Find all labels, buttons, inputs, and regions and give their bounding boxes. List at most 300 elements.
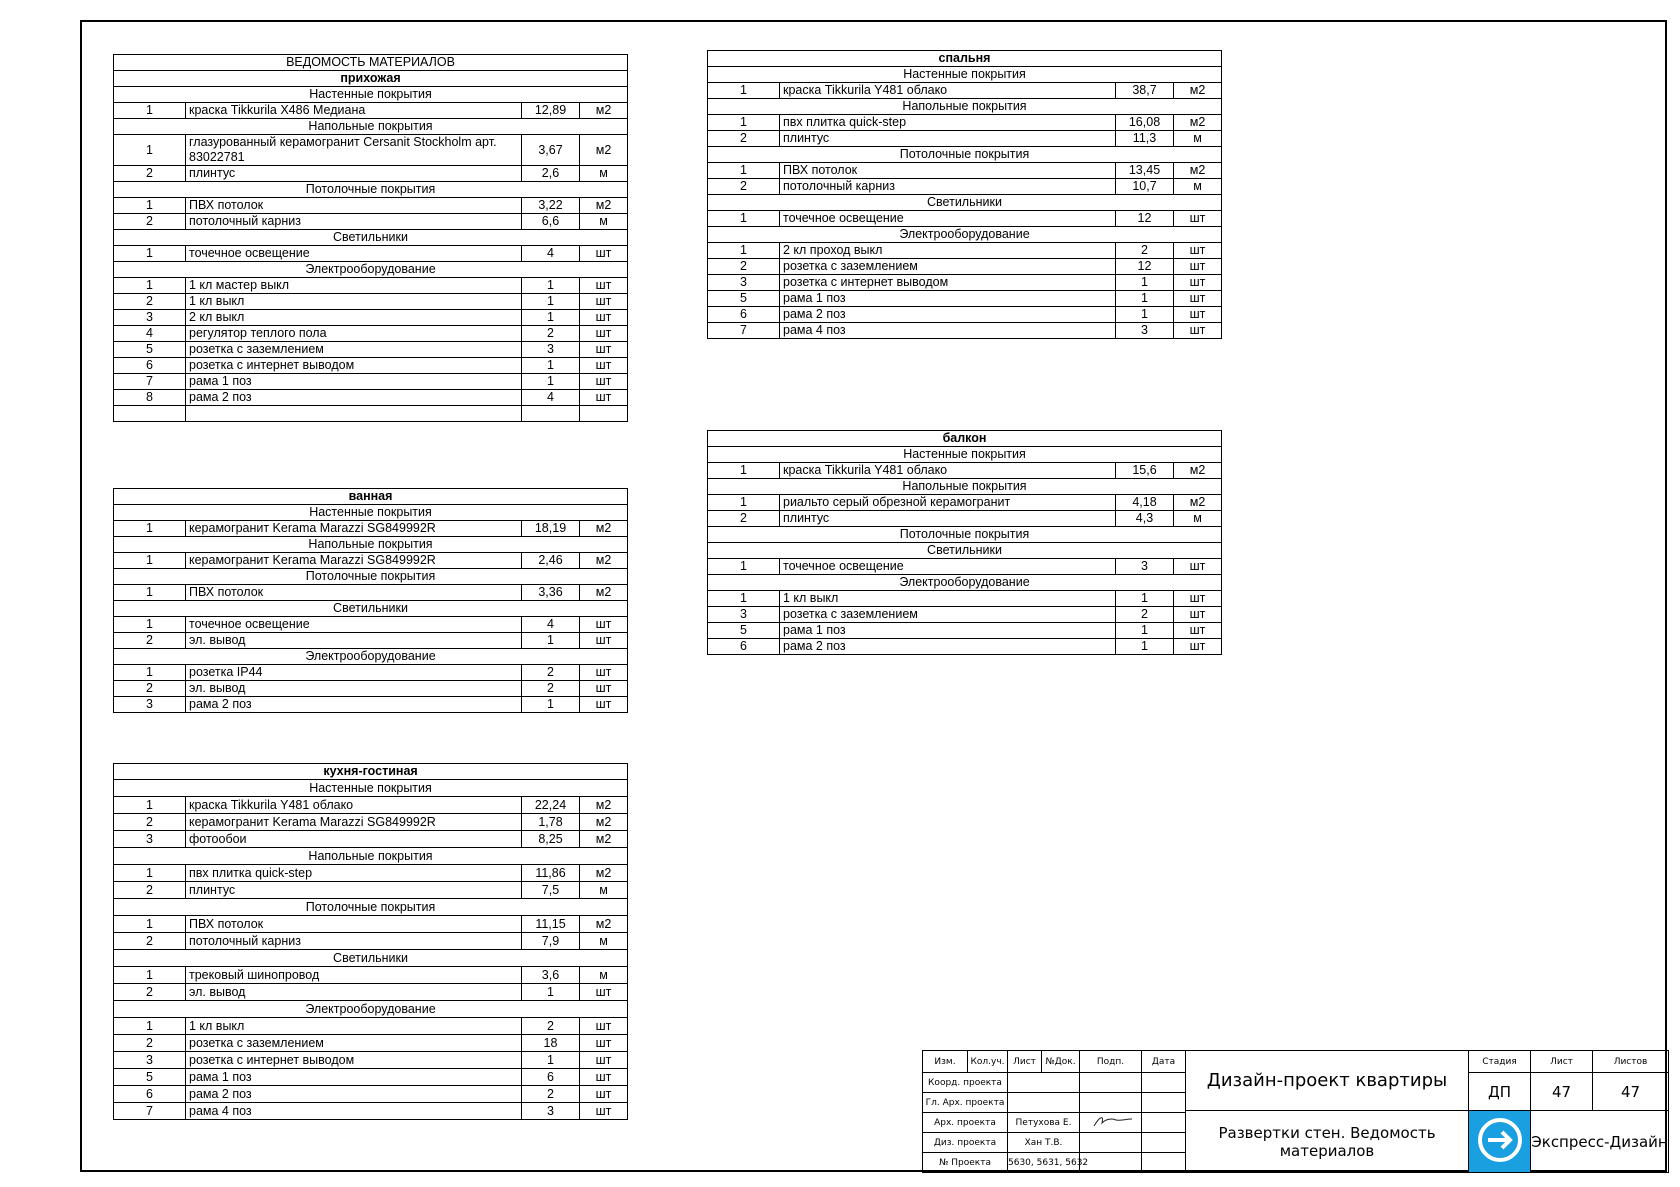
quantity: 8,25 <box>522 831 580 848</box>
table-row <box>114 967 628 984</box>
quantity: 12 <box>1116 259 1174 275</box>
unit: шт <box>580 374 628 390</box>
quantity: 1 <box>522 697 580 713</box>
material-name: рама 2 поз <box>186 697 522 713</box>
table-row <box>114 916 628 933</box>
unit: шт <box>1174 607 1222 623</box>
table-row <box>114 633 628 649</box>
row-number: 5 <box>708 291 780 307</box>
row-number: 5 <box>114 342 186 358</box>
unit: шт <box>1174 591 1222 607</box>
stamp-h-koluch: Кол.уч. <box>968 1051 1008 1073</box>
signature <box>1080 1113 1142 1133</box>
quantity: 11,86 <box>522 865 580 882</box>
material-name: ПВХ потолок <box>186 585 522 601</box>
table-row <box>114 374 628 390</box>
row-number: 7 <box>708 323 780 339</box>
material-name: керамогранит Kerama Marazzi SG849992R <box>186 553 522 569</box>
section-header: Напольные покрытия <box>114 537 628 553</box>
title-block <box>922 1050 1668 1172</box>
row-number: 3 <box>114 697 186 713</box>
table-row <box>708 115 1222 131</box>
material-name: ПВХ потолок <box>780 163 1116 179</box>
unit: шт <box>580 310 628 326</box>
quantity: 3 <box>1116 559 1174 575</box>
stamp-gl-arh: Гл. Арх. проекта <box>923 1093 1008 1113</box>
section-header: Напольные покрытия <box>114 848 628 865</box>
quantity: 1 <box>1116 639 1174 655</box>
unit: м <box>1174 179 1222 195</box>
material-name: розетка с интернет выводом <box>186 1052 522 1069</box>
row-number: 6 <box>114 1086 186 1103</box>
unit: шт <box>580 1069 628 1086</box>
table-balkon <box>707 430 1222 655</box>
table-row <box>708 607 1222 623</box>
quantity: 1 <box>522 294 580 310</box>
section-header: Настенные покрытия <box>114 780 628 797</box>
row-number: 3 <box>708 607 780 623</box>
row-number: 1 <box>708 495 780 511</box>
unit: шт <box>1174 323 1222 339</box>
quantity: 4 <box>522 390 580 406</box>
row-number: 1 <box>114 967 186 984</box>
quantity: 1 <box>1116 291 1174 307</box>
unit: шт <box>580 246 628 262</box>
quantity: 3,67 <box>522 135 580 166</box>
table-row <box>114 326 628 342</box>
material-name: рама 1 поз <box>186 374 522 390</box>
table-row <box>708 211 1222 227</box>
table-row <box>114 246 628 262</box>
unit: м2 <box>580 797 628 814</box>
table-row <box>114 294 628 310</box>
unit: шт <box>1174 243 1222 259</box>
quantity: 2 <box>1116 607 1174 623</box>
quantity: 1 <box>522 1052 580 1069</box>
row-number: 4 <box>114 326 186 342</box>
table-row <box>708 623 1222 639</box>
quantity: 4,18 <box>1116 495 1174 511</box>
section-header: Электрооборудование <box>114 262 628 278</box>
material-name: эл. вывод <box>186 984 522 1001</box>
quantity: 2 <box>1116 243 1174 259</box>
quantity: 3,6 <box>522 967 580 984</box>
material-name: рама 2 поз <box>186 390 522 406</box>
row-number: 1 <box>114 1018 186 1035</box>
row-number: 1 <box>114 865 186 882</box>
quantity: 1,78 <box>522 814 580 831</box>
table-kuhnya <box>113 763 628 1120</box>
row-number: 6 <box>708 307 780 323</box>
unit: шт <box>1174 307 1222 323</box>
row-number: 1 <box>708 243 780 259</box>
material-name: рама 4 поз <box>780 323 1116 339</box>
row-number: 8 <box>114 390 186 406</box>
unit: шт <box>1174 559 1222 575</box>
material-name: рама 4 поз <box>186 1103 522 1120</box>
quantity: 2,46 <box>522 553 580 569</box>
unit: шт <box>580 390 628 406</box>
row-number: 1 <box>708 559 780 575</box>
unit: м2 <box>580 831 628 848</box>
material-name: керамогранит Kerama Marazzi SG849992R <box>186 814 522 831</box>
table-row <box>114 135 628 166</box>
unit: шт <box>1174 623 1222 639</box>
stamp-diz: Диз. проекта <box>923 1133 1008 1153</box>
section-header: Светильники <box>114 230 628 246</box>
table-spalnya <box>707 50 1222 339</box>
row-number: 7 <box>114 374 186 390</box>
material-name: 1 кл выкл <box>780 591 1116 607</box>
unit: м2 <box>580 103 628 119</box>
table-row <box>708 163 1222 179</box>
row-number: 2 <box>114 214 186 230</box>
quantity: 18 <box>522 1035 580 1052</box>
table-row <box>114 390 628 406</box>
quantity: 1 <box>522 278 580 294</box>
row-number: 5 <box>708 623 780 639</box>
unit: м2 <box>580 198 628 214</box>
unit: шт <box>580 1052 628 1069</box>
row-number: 1 <box>708 591 780 607</box>
quantity: 1 <box>522 374 580 390</box>
quantity: 11,15 <box>522 916 580 933</box>
quantity: 2 <box>522 681 580 697</box>
quantity: 2 <box>522 1018 580 1035</box>
unit: м2 <box>580 553 628 569</box>
material-name: рама 1 поз <box>780 291 1116 307</box>
row-number: 2 <box>114 1035 186 1052</box>
unit: м <box>580 967 628 984</box>
material-name: фотообои <box>186 831 522 848</box>
material-name: пвх плитка quick-step <box>780 115 1116 131</box>
row-number: 1 <box>114 797 186 814</box>
quantity: 1 <box>1116 307 1174 323</box>
row-number: 2 <box>114 984 186 1001</box>
section-header: Электрооборудование <box>114 1001 628 1018</box>
unit: м2 <box>1174 163 1222 179</box>
stamp-h-sheets: Листов <box>1593 1051 1669 1073</box>
room-title: кухня-гостиная <box>114 764 628 780</box>
sheet-value: 47 <box>1531 1073 1593 1111</box>
section-header: Потолочные покрытия <box>114 569 628 585</box>
unit: шт <box>580 1035 628 1052</box>
material-name: розетка с заземлением <box>780 607 1116 623</box>
row-number: 7 <box>114 1103 186 1120</box>
quantity: 11,3 <box>1116 131 1174 147</box>
quantity: 4 <box>522 617 580 633</box>
row-number: 2 <box>708 131 780 147</box>
row-number: 1 <box>114 103 186 119</box>
material-name: точечное освещение <box>186 617 522 633</box>
material-name: рама 1 поз <box>780 623 1116 639</box>
quantity: 12,89 <box>522 103 580 119</box>
table-row <box>114 984 628 1001</box>
section-header: Напольные покрытия <box>114 119 628 135</box>
table-row <box>114 1069 628 1086</box>
company-name: Экспресс-Дизайн <box>1531 1111 1669 1173</box>
material-name: рама 2 поз <box>186 1086 522 1103</box>
table-row <box>708 307 1222 323</box>
table-row <box>114 665 628 681</box>
unit: шт <box>580 1103 628 1120</box>
unit: м2 <box>1174 115 1222 131</box>
table-row <box>114 553 628 569</box>
table-row <box>708 639 1222 655</box>
quantity: 6,6 <box>522 214 580 230</box>
sheets-value: 47 <box>1593 1073 1669 1111</box>
row-number: 1 <box>114 246 186 262</box>
stamp-h-data: Дата <box>1142 1051 1186 1073</box>
unit: м2 <box>580 135 628 166</box>
material-name: потолочный карниз <box>186 214 522 230</box>
material-name: краска Tikkurila Y481 облако <box>780 463 1116 479</box>
sheet-name: Развертки стен. Ведомость материалов <box>1186 1111 1469 1173</box>
material-name: плинтус <box>780 511 1116 527</box>
unit: м2 <box>580 916 628 933</box>
quantity: 1 <box>522 633 580 649</box>
table-row <box>708 243 1222 259</box>
table-row <box>114 521 628 537</box>
material-name: плинтус <box>186 166 522 182</box>
unit: м2 <box>580 585 628 601</box>
unit: м <box>580 933 628 950</box>
stamp-h-list: Лист <box>1008 1051 1042 1073</box>
table-row <box>114 1103 628 1120</box>
material-name: регулятор теплого пола <box>186 326 522 342</box>
row-number: 2 <box>708 179 780 195</box>
unit: шт <box>580 1018 628 1035</box>
stamp-diz-name: Хан Т.В. <box>1008 1133 1080 1153</box>
unit: шт <box>580 633 628 649</box>
table-row <box>114 166 628 182</box>
material-name: точечное освещение <box>186 246 522 262</box>
row-number: 1 <box>708 83 780 99</box>
table-row <box>114 214 628 230</box>
section-header: Светильники <box>114 950 628 967</box>
sheet-title: ВЕДОМОСТЬ МАТЕРИАЛОВ <box>114 55 628 71</box>
material-name: эл. вывод <box>186 633 522 649</box>
table-row <box>114 198 628 214</box>
table-row <box>114 310 628 326</box>
material-name: керамогранит Kerama Marazzi SG849992R <box>186 521 522 537</box>
table-row <box>708 495 1222 511</box>
section-header: Потолочные покрытия <box>114 182 628 198</box>
row-number: 1 <box>114 585 186 601</box>
row-number: 3 <box>114 831 186 848</box>
quantity: 2 <box>522 1086 580 1103</box>
unit: м2 <box>580 865 628 882</box>
section-header: Настенные покрытия <box>708 67 1222 83</box>
quantity: 6 <box>522 1069 580 1086</box>
row-number: 1 <box>114 521 186 537</box>
table-row <box>114 278 628 294</box>
unit: м2 <box>1174 495 1222 511</box>
row-number: 2 <box>708 259 780 275</box>
material-name: плинтус <box>186 882 522 899</box>
section-header: Настенные покрытия <box>708 447 1222 463</box>
table-row <box>708 275 1222 291</box>
project-title: Дизайн-проект квартиры <box>1186 1051 1469 1111</box>
unit: шт <box>1174 639 1222 655</box>
section-header: Электрооборудование <box>114 649 628 665</box>
row-number: 1 <box>114 916 186 933</box>
section-header: Потолочные покрытия <box>114 899 628 916</box>
quantity: 2 <box>522 326 580 342</box>
material-name: точечное освещение <box>780 211 1116 227</box>
section-header: Потолочные покрытия <box>708 527 1222 543</box>
table-row <box>708 323 1222 339</box>
stamp-h-stage: Стадия <box>1469 1051 1531 1073</box>
stamp-arh-name: Петухова Е. <box>1008 1113 1080 1133</box>
quantity: 1 <box>522 984 580 1001</box>
section-header: Электрооборудование <box>708 575 1222 591</box>
quantity: 2 <box>522 665 580 681</box>
quantity: 15,6 <box>1116 463 1174 479</box>
table-row <box>708 179 1222 195</box>
table-row <box>708 511 1222 527</box>
material-name: 1 кл выкл <box>186 294 522 310</box>
unit: м2 <box>580 521 628 537</box>
row-number: 1 <box>708 463 780 479</box>
room-title: ванная <box>114 489 628 505</box>
section-header: Напольные покрытия <box>708 99 1222 115</box>
table-vannaya <box>113 488 628 713</box>
quantity: 10,7 <box>1116 179 1174 195</box>
unit: м <box>580 214 628 230</box>
section-header: Настенные покрытия <box>114 505 628 521</box>
material-name: пвх плитка quick-step <box>186 865 522 882</box>
quantity: 3,22 <box>522 198 580 214</box>
logo-icon <box>1476 1116 1524 1164</box>
room-title: прихожая <box>114 71 628 87</box>
row-number: 2 <box>114 633 186 649</box>
section-header: Напольные покрытия <box>708 479 1222 495</box>
table-row <box>114 697 628 713</box>
stamp-h-sheet: Лист <box>1531 1051 1593 1073</box>
material-name: эл. вывод <box>186 681 522 697</box>
quantity: 12 <box>1116 211 1174 227</box>
row-number: 2 <box>114 814 186 831</box>
table-row <box>114 831 628 848</box>
row-number: 5 <box>114 1069 186 1086</box>
row-number: 2 <box>708 511 780 527</box>
material-name: 1 кл мастер выкл <box>186 278 522 294</box>
unit: шт <box>580 617 628 633</box>
material-name: 2 кл выкл <box>186 310 522 326</box>
section-header: Светильники <box>708 543 1222 559</box>
section-header: Светильники <box>114 601 628 617</box>
table-row <box>708 463 1222 479</box>
stamp-h-podp: Подп. <box>1080 1051 1142 1073</box>
unit: м2 <box>580 814 628 831</box>
material-name: рама 2 поз <box>780 307 1116 323</box>
unit: шт <box>580 1086 628 1103</box>
material-name: розетка с заземлением <box>780 259 1116 275</box>
material-name: точечное освещение <box>780 559 1116 575</box>
material-name: краска Tikkurila X486 Медиана <box>186 103 522 119</box>
quantity: 38,7 <box>1116 83 1174 99</box>
stamp-nproj: № Проекта <box>923 1153 1008 1173</box>
quantity: 7,5 <box>522 882 580 899</box>
row-number: 1 <box>708 211 780 227</box>
unit: м2 <box>1174 463 1222 479</box>
table-row <box>114 617 628 633</box>
table-row <box>114 797 628 814</box>
unit: шт <box>1174 259 1222 275</box>
table-row <box>114 865 628 882</box>
quantity: 4 <box>522 246 580 262</box>
quantity: 16,08 <box>1116 115 1174 131</box>
material-name: розетка с интернет выводом <box>780 275 1116 291</box>
unit: шт <box>580 342 628 358</box>
stamp-h-ndok: №Док. <box>1042 1051 1080 1073</box>
table-row <box>114 681 628 697</box>
quantity: 2,6 <box>522 166 580 182</box>
unit: м <box>1174 511 1222 527</box>
table-row <box>708 559 1222 575</box>
table-row <box>114 814 628 831</box>
material-name: глазурованный керамогранит Cersanit Stockholm арт. 83022781 <box>186 135 522 166</box>
quantity: 1 <box>1116 623 1174 639</box>
material-name: розетка с заземлением <box>186 1035 522 1052</box>
row-number: 2 <box>114 933 186 950</box>
table-prihozhaya <box>113 54 628 422</box>
material-name: 2 кл проход выкл <box>780 243 1116 259</box>
room-title: балкон <box>708 431 1222 447</box>
unit: шт <box>580 278 628 294</box>
unit: шт <box>580 681 628 697</box>
material-name: рама 1 поз <box>186 1069 522 1086</box>
row-number: 2 <box>114 882 186 899</box>
row-number: 2 <box>114 166 186 182</box>
row-number: 3 <box>114 310 186 326</box>
unit: шт <box>580 294 628 310</box>
material-name: рама 2 поз <box>780 639 1116 655</box>
material-name: потолочный карниз <box>186 933 522 950</box>
row-number: 2 <box>114 294 186 310</box>
unit: шт <box>580 984 628 1001</box>
section-header: Электрооборудование <box>708 227 1222 243</box>
row-number: 1 <box>114 665 186 681</box>
table-row <box>114 358 628 374</box>
material-name: ПВХ потолок <box>186 198 522 214</box>
section-header: Потолочные покрытия <box>708 147 1222 163</box>
quantity: 1 <box>1116 591 1174 607</box>
table-row <box>114 1018 628 1035</box>
row-number: 3 <box>114 1052 186 1069</box>
material-name: краска Tikkurila Y481 облако <box>780 83 1116 99</box>
stamp-h-izm: Изм. <box>923 1051 968 1073</box>
material-name: 1 кл выкл <box>186 1018 522 1035</box>
row-number: 1 <box>114 617 186 633</box>
stamp-koord: Коорд. проекта <box>923 1073 1008 1093</box>
stamp-nproj-val: 5630, 5631, 5632 <box>1008 1153 1080 1173</box>
quantity: 18,19 <box>522 521 580 537</box>
stamp-arh: Арх. проекта <box>923 1113 1008 1133</box>
unit: шт <box>1174 211 1222 227</box>
unit: шт <box>580 326 628 342</box>
unit: м <box>580 166 628 182</box>
row-number: 6 <box>708 639 780 655</box>
quantity: 3,36 <box>522 585 580 601</box>
table-row <box>114 933 628 950</box>
row-number: 1 <box>114 135 186 166</box>
row-number: 1 <box>708 115 780 131</box>
quantity: 3 <box>522 1103 580 1120</box>
table-row <box>114 1086 628 1103</box>
material-name: розетка с заземлением <box>186 342 522 358</box>
